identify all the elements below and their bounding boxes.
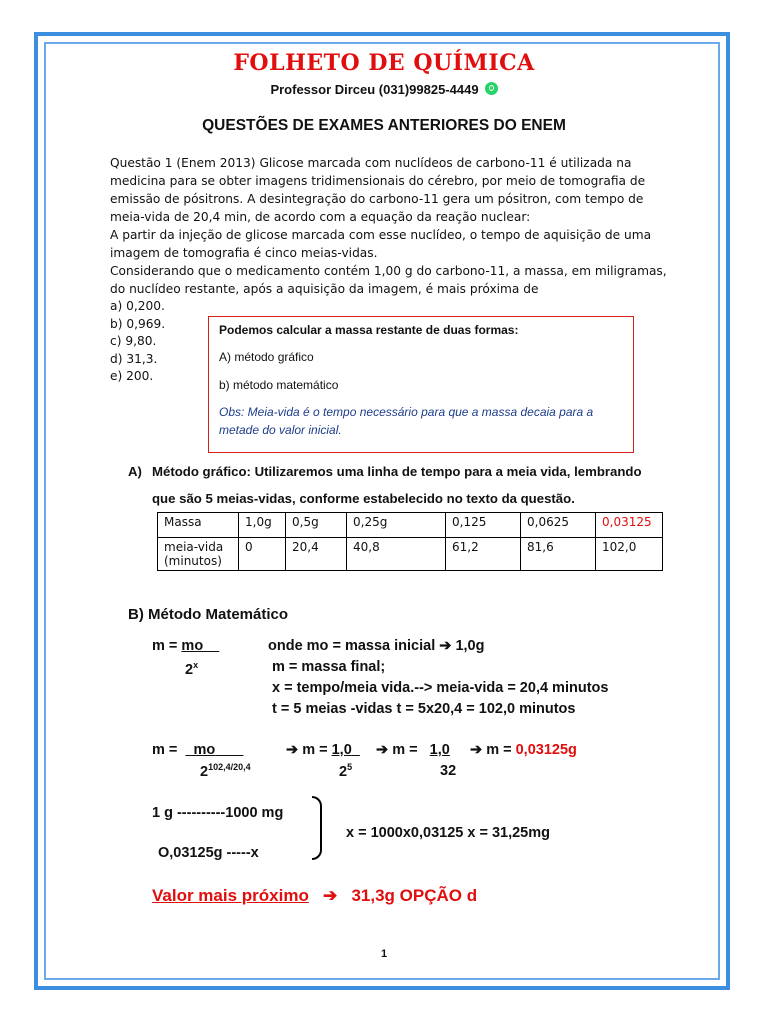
calc-result xyxy=(470,742,577,758)
option-c: c) 9,80. xyxy=(110,334,157,348)
arrow-icon: ➔ xyxy=(286,742,299,758)
question-paragraph-2: A partir da injeção de glicose marcada com esse nuclídeo, o tempo de aquisição de uma imagem de tomografia é cinco meias-vidas. xyxy=(110,228,652,260)
formula-m-label: m = xyxy=(152,638,182,654)
table-cell: 0 xyxy=(239,538,286,571)
calc-m3 xyxy=(376,742,450,758)
calc-num2: 1,0 xyxy=(429,742,450,758)
formula-m xyxy=(152,638,219,654)
calc-exp: 102,4/20,4 xyxy=(208,762,251,772)
calc-num: 1,0 xyxy=(331,742,352,758)
table-cell: 20,4 xyxy=(286,538,347,571)
def-mfinal: m = massa final; xyxy=(272,659,386,675)
calc-m2-label: m = xyxy=(302,742,332,758)
calc-mo: mo xyxy=(193,742,216,758)
table-cell: 0,25g xyxy=(347,513,446,538)
rule-result: x = 1000x0,03125 x = 31,25mg xyxy=(346,825,550,841)
calc-den-sup: 5 xyxy=(347,762,353,772)
question-paragraph-1: Questão 1 (Enem 2013) Glicose marcada com nuclídeos de carbono-11 é utilizada na medicina para se obter imagens tridimensionais do cérebro, por meio de tomografia de emissão de pósitrons. A desintegração do carbono-11 gera um pósitron, com tempo de meia-vida de 20,4 min, de acordo com a equação da reação nuclear: xyxy=(110,156,646,224)
section-a-label: A) xyxy=(128,464,142,479)
final-answer xyxy=(152,886,477,906)
calc-result-value: 0,03125g xyxy=(515,742,577,758)
section-b-title: B) Método Matemático xyxy=(128,606,289,623)
table-cell: 81,6 xyxy=(521,538,596,571)
def-mo-text: onde mo = massa inicial xyxy=(268,638,436,654)
half-life-table xyxy=(157,512,663,571)
formula-two: 2 xyxy=(185,661,194,678)
professor-contact xyxy=(0,82,768,97)
calc-den xyxy=(339,762,352,780)
arrow-icon: ➔ xyxy=(439,638,452,654)
formula-mo: mo xyxy=(181,638,204,654)
table-cell: 0,125 xyxy=(446,513,521,538)
section-a-line-1: Método gráfico: Utilizaremos uma linha de tempo para a meia vida, lembrando xyxy=(152,464,642,479)
arrow-icon: ➔ xyxy=(376,742,389,758)
calc-den2: 32 xyxy=(440,763,457,779)
note-line-1: Podemos calcular a massa restante de duas formas: xyxy=(219,323,519,337)
calc-two: 2 xyxy=(200,763,209,780)
section-a xyxy=(128,458,708,512)
note-obs: Obs: Meia-vida é o tempo necessário para que a massa decaia para a metade do valor inicial. xyxy=(219,405,594,437)
note-line-3: b) método matemático xyxy=(219,378,339,392)
table-cell-highlight: 0,03125 xyxy=(596,513,663,538)
final-value: 31,3g OPÇÃO d xyxy=(351,886,478,905)
table-cell: Massa xyxy=(158,513,239,538)
table-cell: 40,8 xyxy=(347,538,446,571)
professor-text: Professor Dirceu (031)99825-4449 xyxy=(270,82,479,97)
option-e: e) 200. xyxy=(110,369,154,383)
row-label-a: meia-vida xyxy=(164,540,224,554)
option-d: d) 31,3. xyxy=(110,351,158,366)
calc-m4-label: m = xyxy=(486,742,516,758)
section-subtitle: QUESTÕES DE EXAMES ANTERIORES DO ENEM xyxy=(202,117,566,134)
def-mo-value: 1,0g xyxy=(455,638,485,654)
table-row-mass xyxy=(158,513,663,538)
answer-options xyxy=(110,298,165,386)
option-a: a) 0,200. xyxy=(110,299,165,313)
table-cell: 1,0g xyxy=(239,513,286,538)
calc-denominator xyxy=(200,762,251,780)
calc-m1-label: m = xyxy=(152,742,182,758)
table-cell: 102,0 xyxy=(596,538,663,571)
def-t: t = 5 meias -vidas t = 5x20,4 = 102,0 minutos xyxy=(272,701,576,717)
def-x: x = tempo/meia vida.--> meia-vida = 20,4 minutos xyxy=(272,680,609,696)
formula-denominator xyxy=(185,660,198,678)
table-cell xyxy=(158,538,239,571)
final-label: Valor mais próximo xyxy=(152,886,309,905)
section-a-line-2: que são 5 meias-vidas, conforme estabelecido no texto da questão. xyxy=(152,491,575,506)
row-label-b: (minutos) xyxy=(164,554,222,568)
calc-m2 xyxy=(286,742,360,758)
rule-line-2: O,03125g -----x xyxy=(158,845,259,861)
table-cell: 0,0625 xyxy=(521,513,596,538)
whatsapp-icon xyxy=(485,82,498,95)
method-note-box xyxy=(208,316,634,453)
arrow-icon: ➔ xyxy=(323,886,338,905)
note-line-2: A) método gráfico xyxy=(219,350,314,364)
formula-x-sup: x xyxy=(193,660,199,670)
rule-line-1: 1 g ----------1000 mg xyxy=(152,805,284,821)
table-row-halflife xyxy=(158,538,663,571)
table-cell: 0,5g xyxy=(286,513,347,538)
calc-m1 xyxy=(152,742,243,758)
def-mo xyxy=(268,638,484,654)
option-b: b) 0,969. xyxy=(110,316,166,331)
table-cell: 61,2 xyxy=(446,538,521,571)
page-title: FOLHETO DE QUÍMICA xyxy=(233,50,535,76)
calc-den-two: 2 xyxy=(339,763,348,780)
question-paragraph-3: Considerando que o medicamento contém 1,00 g do carbono-11, a massa, em miligramas, do nuclídeo restante, após a aquisição da imagem, é mais próxima de xyxy=(110,264,667,296)
page-number: 1 xyxy=(380,948,388,960)
brace xyxy=(312,796,322,860)
arrow-icon: ➔ xyxy=(470,742,483,758)
question-text xyxy=(110,154,670,298)
calc-m3-label: m = xyxy=(392,742,422,758)
